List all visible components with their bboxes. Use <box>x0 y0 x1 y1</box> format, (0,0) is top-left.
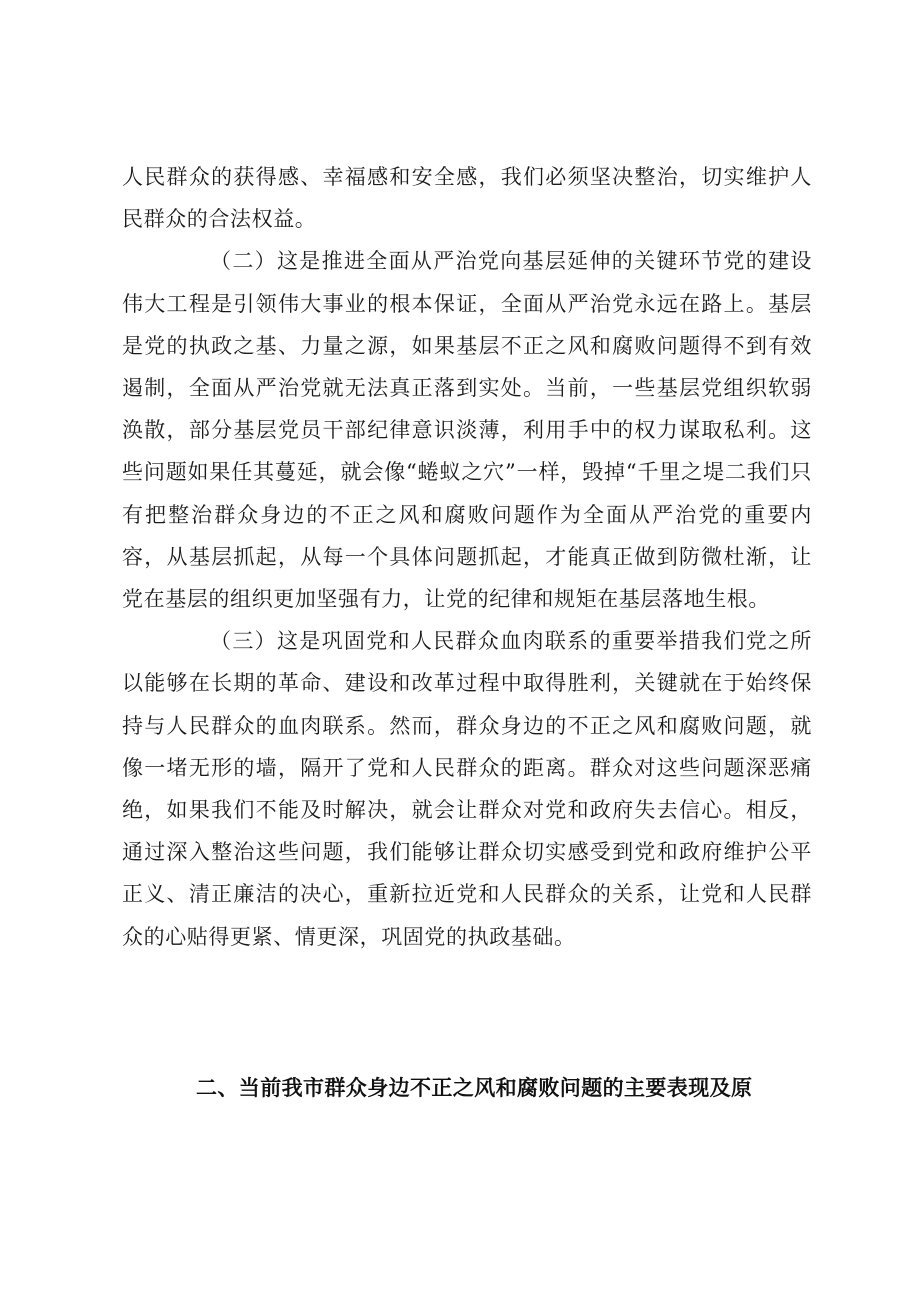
paragraph-section-2: （二）这是推进全面从严治党向基层延伸的关键环节党的建设伟大工程是引领伟大事业的根本保证，全面从严治党永远在路上。基层是党的执政之基、力量之源，如果基层不正之风和腐败问题得不到有效遏制，全面从严治党就无法真正落到实处。当前，一些基层党组织软弱涣散，部分基层党员干部纪律意识淡薄，利用手中的权力谋取私利。这些问题如果任其蔓延，就会像“蜷蚁之穴”一样，毁掉“千里之堤二我们只有把整治群众身边的不正之风和腐败问题作为全面从严治党的重要内容，从基层抓起，从每一个具体问题抓起，才能真正做到防微杜渐，让党在基层的组织更加坚强有力，让党的纪律和规矩在基层落地生根。 <box>122 249 812 612</box>
paragraph-section-3: （三）这是巩固党和人民群众血肉联系的重要举措我们党之所以能够在长期的革命、建设和改革过程中取得胜利，关键就在于始终保持与人民群众的血肉联系。然而，群众身边的不正之风和腐败问题，就像一堵无形的墙，隔开了党和人民群众的距离。群众对这些问题深恶痛绝，如果我们不能及时解决，就会让群众对党和政府失去信心。相反，通过深入整治这些问题，我们能够让群众切实感受到党和政府维护公平正义、清正廉洁的决心，重新拉近党和人民群众的关系，让党和人民群众的心贴得更紧、情更深，巩固党的执政基础。 <box>122 629 812 949</box>
paragraph-continuation: 人民群众的获得感、幸福感和安全感，我们必须坚决整治，切实维护人民群众的合法权益。 <box>122 165 812 232</box>
section-heading: 二、当前我市群众身边不正之风和腐败问题的主要表现及原 <box>196 1076 753 1100</box>
body-text <box>122 156 812 958</box>
